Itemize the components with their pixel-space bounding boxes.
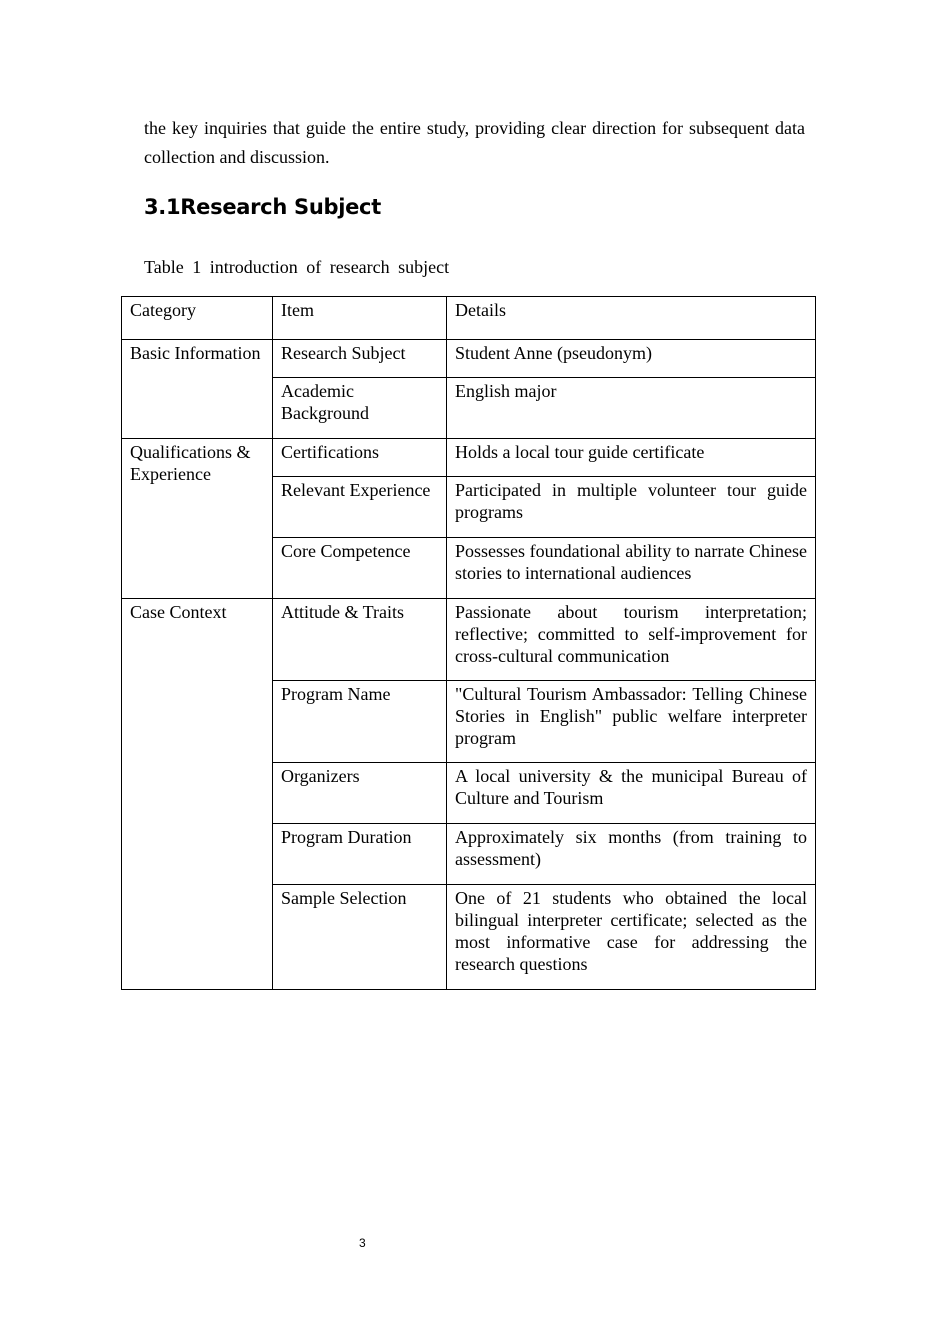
table-row <box>122 340 816 378</box>
details-cell: Possesses foundational ability to narrate Chinese stories to international audiences <box>447 538 816 599</box>
details-cell: One of 21 students who obtained the local bilingual interpreter certificate; selected as the most informative case for addressing the research questions <box>447 885 816 990</box>
item-cell: Sample Selection <box>273 885 447 990</box>
item-cell: Relevant Experience <box>273 477 447 538</box>
intro-paragraph: the key inquiries that guide the entire study, providing clear direction for subsequent data collection and discussion. <box>144 118 805 167</box>
details-cell: Approximately six months (from training to assessment) <box>447 824 816 885</box>
item-cell: Attitude & Traits <box>273 599 447 681</box>
header-details: Details <box>447 297 816 340</box>
table-row <box>122 439 816 477</box>
header-item: Item <box>273 297 447 340</box>
table-row <box>122 599 816 681</box>
item-cell: Program Name <box>273 681 447 763</box>
item-cell: Program Duration <box>273 824 447 885</box>
item-cell: Research Subject <box>273 340 447 378</box>
header-category: Category <box>122 297 273 340</box>
category-cell: Qualifications & Experience <box>122 439 273 599</box>
category-cell: Basic Information <box>122 340 273 439</box>
item-cell: Core Competence <box>273 538 447 599</box>
table-header-row <box>122 297 816 340</box>
details-cell: Passionate about tourism interpretation; reflective; committed to self-improvement for cross-cultural communication <box>447 599 816 681</box>
category-cell: Case Context <box>122 599 273 990</box>
details-cell: Student Anne (pseudonym) <box>447 340 816 378</box>
details-cell: "Cultural Tourism Ambassador: Telling Chinese Stories in English" public welfare interpreter program <box>447 681 816 763</box>
section-heading: 3.1Research Subject <box>144 195 381 219</box>
table-caption: Table 1 introduction of research subject <box>144 257 450 277</box>
research-subject-table <box>121 296 816 990</box>
item-cell: Academic Background <box>273 378 447 439</box>
details-cell: Holds a local tour guide certificate <box>447 439 816 477</box>
item-cell: Organizers <box>273 763 447 824</box>
details-cell: English major <box>447 378 816 439</box>
details-cell: Participated in multiple volunteer tour guide programs <box>447 477 816 538</box>
details-cell: A local university & the municipal Bureau of Culture and Tourism <box>447 763 816 824</box>
item-cell: Certifications <box>273 439 447 477</box>
page-number: 3 <box>359 1236 366 1250</box>
